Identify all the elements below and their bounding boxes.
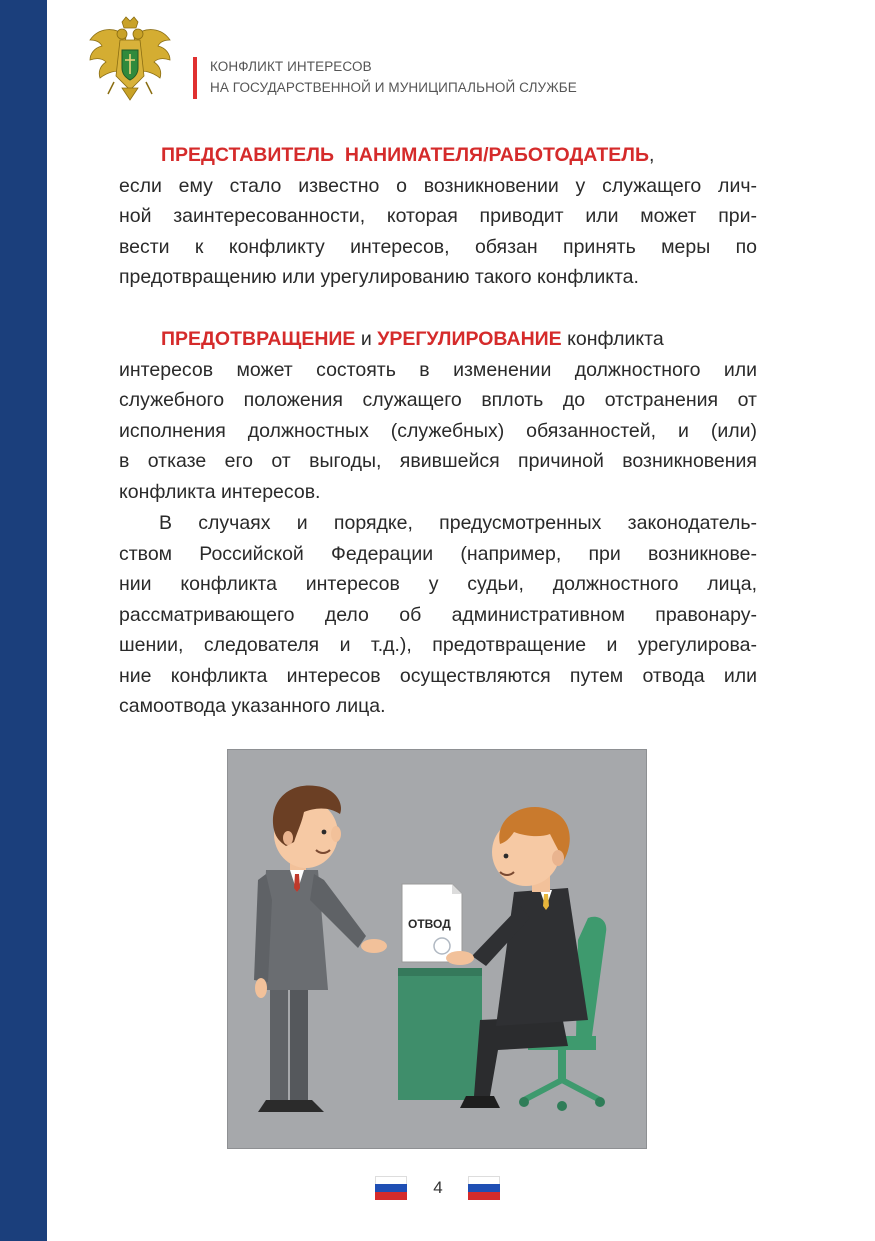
text-line: рассматривающего дело об административном правонару-: [119, 603, 757, 626]
text-line: предотвращению или урегулированию такого конфликта.: [119, 266, 639, 288]
paragraph-recusal: [119, 508, 757, 722]
text-line: в отказе его от выгоды, явившейся причиной возникновения: [119, 450, 757, 472]
paragraph-prevention-settlement: [119, 324, 757, 507]
text-line: интересов может состоять в изменении должностного или: [119, 358, 757, 381]
text-line: ние конфликта интересов осуществляются путем отвода или: [119, 664, 757, 687]
paragraph-first-line: В случаях и порядке, предусмотренных законодатель-: [159, 512, 757, 534]
header-line-2: НА ГОСУДАРСТВЕННОЙ И МУНИЦИПАЛЬНОЙ СЛУЖБЕ: [210, 80, 577, 95]
text-line: служебного положения служащего вплоть до отстранения от: [119, 389, 757, 411]
text-line: вести к конфликту интересов, обязан принять меры по: [119, 235, 757, 258]
page-number: 4: [433, 1178, 443, 1197]
paragraph-employer-representative: [119, 140, 757, 293]
page-footer: [375, 1176, 500, 1202]
header-accent-rule: [193, 57, 197, 99]
paragraph-first-line: [119, 140, 757, 171]
recusal-document: [402, 884, 462, 962]
highlight-term: ПРЕДОТВРАЩЕНИЕ: [161, 328, 356, 350]
left-side-bar: [0, 0, 47, 1241]
document-header: [210, 56, 577, 98]
text-span: и: [355, 328, 378, 350]
text-line: самоотвода указанного лица.: [119, 695, 386, 717]
text-line: если ему стало известно о возникновении у служащего лич-: [119, 174, 757, 197]
russian-flag-icon: [375, 1176, 407, 1200]
recusal-illustration: [227, 749, 647, 1149]
paragraph-first-line: [119, 324, 757, 355]
emblem-icon: [86, 16, 174, 108]
text-line: конфликта интересов.: [119, 480, 321, 503]
document-label: ОТВОД: [408, 917, 451, 931]
highlight-term: УРЕГУЛИРОВАНИЕ: [377, 328, 562, 350]
text-line: нии конфликта интересов у судьи, должностного лица,: [119, 573, 757, 595]
text-line: шении, следователя и т.д.), предотвращение и урегулирова-: [119, 634, 757, 656]
green-desk: [398, 968, 482, 1100]
text-line: ной заинтересованности, которая приводит или может при-: [119, 205, 757, 227]
illustration-scene: [228, 750, 646, 1148]
highlight-term: ПРЕДСТАВИТЕЛЬ НАНИМАТЕЛЯ/РАБОТОДАТЕЛЬ: [161, 144, 649, 166]
text-line: исполнения должностных (служебных) обязанностей, и (или): [119, 419, 757, 442]
text-span: ,: [649, 144, 655, 166]
standing-man-figure: [254, 785, 387, 1112]
text-span: конфликта: [561, 328, 664, 350]
text-line: ством Российской Федерации (например, при возникнове-: [119, 542, 757, 565]
header-line-1: КОНФЛИКТ ИНТЕРЕСОВ: [210, 59, 372, 74]
russian-flag-icon: [468, 1176, 500, 1200]
